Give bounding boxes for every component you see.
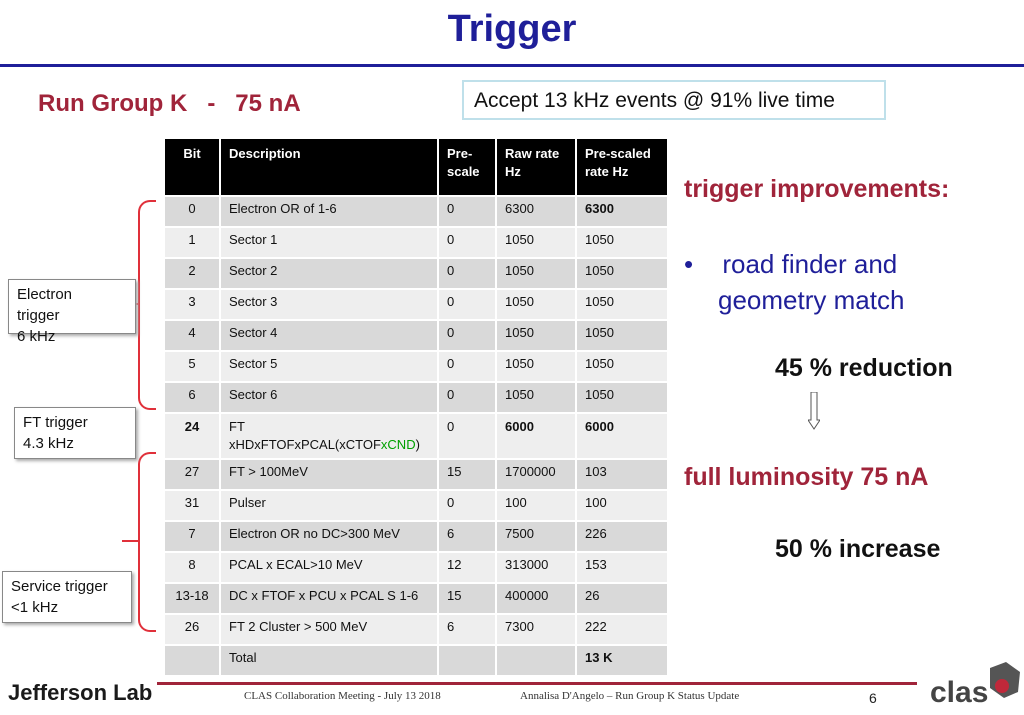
cell-raw-rate: 100 (496, 490, 576, 521)
cell-description: Pulser (220, 490, 438, 521)
cell-bit: 3 (164, 289, 220, 320)
cell-prescaled-rate: 1050 (576, 289, 668, 320)
cell-prescaled-rate: 222 (576, 614, 668, 645)
desc-line-1: FT (229, 419, 245, 434)
cell-prescaled-rate: 26 (576, 583, 668, 614)
cell-prescale: 15 (438, 459, 496, 490)
run-group-heading: Run Group K - 75 nA (38, 90, 301, 117)
luminosity-text: full luminosity 75 nA (684, 463, 929, 491)
electron-trigger-label (8, 279, 136, 345)
table-row (164, 490, 668, 521)
service-trigger-label (2, 571, 132, 623)
cell-prescale: 0 (438, 490, 496, 521)
table-row (164, 351, 668, 382)
bullet-symbol: • (684, 249, 694, 279)
cell-total-rate: 13 K (576, 645, 668, 676)
cell-prescale: 6 (438, 614, 496, 645)
cell-prescale: 0 (438, 351, 496, 382)
service-connector (122, 540, 138, 542)
cell-bit: 27 (164, 459, 220, 490)
cell-prescaled-rate: 1050 (576, 320, 668, 351)
bullet-line-2: geometry match (718, 285, 905, 315)
improvements-heading: trigger improvements: (684, 175, 950, 203)
desc-close-paren: ) (415, 437, 420, 452)
cell-description: Total (220, 645, 438, 676)
page-number: 6 (869, 690, 877, 706)
cell-description: FT 2 Cluster > 500 MeV (220, 614, 438, 645)
cell-description: Sector 2 (220, 258, 438, 289)
cell-bit: 2 (164, 258, 220, 289)
cell-prescaled-rate: 153 (576, 552, 668, 583)
cell-raw-rate: 6000 (496, 413, 576, 459)
table-row (164, 459, 668, 490)
cell-prescale: 0 (438, 382, 496, 413)
cell-description: Electron OR of 1-6 (220, 196, 438, 227)
cell-description: Sector 3 (220, 289, 438, 320)
cell-raw-rate: 7300 (496, 614, 576, 645)
trigger-table (163, 137, 669, 677)
cell-prescale: 0 (438, 227, 496, 258)
cell-prescale (438, 645, 496, 676)
jefferson-lab-text: Jefferson Lab (8, 680, 153, 705)
cell-description: Sector 1 (220, 227, 438, 258)
cell-bit: 0 (164, 196, 220, 227)
desc-cnd-highlight: xCND (380, 437, 416, 452)
footer-divider (157, 682, 917, 685)
cell-raw-rate: 7500 (496, 521, 576, 552)
cell-prescaled-rate: 103 (576, 459, 668, 490)
cell-raw-rate: 1050 (496, 258, 576, 289)
electron-trigger-brace (138, 200, 156, 410)
cell-prescale: 0 (438, 413, 496, 459)
ft-label-line1: FT trigger (23, 414, 88, 431)
cell-bit: 4 (164, 320, 220, 351)
cell-raw-rate: 1700000 (496, 459, 576, 490)
header-prescale: Pre- scale (438, 138, 496, 196)
electron-label-line2: trigger (17, 307, 60, 324)
header-raw-rate: Raw rate Hz (496, 138, 576, 196)
cell-description: Sector 6 (220, 382, 438, 413)
cell-prescaled-rate: 1050 (576, 227, 668, 258)
cell-raw-rate: 1050 (496, 382, 576, 413)
cell-description: Electron OR no DC>300 MeV (220, 521, 438, 552)
cell-bit: 26 (164, 614, 220, 645)
cell-bit: 5 (164, 351, 220, 382)
table-row (164, 382, 668, 413)
service-trigger-brace (138, 452, 156, 632)
cell-prescaled-rate: 226 (576, 521, 668, 552)
cell-bit: 7 (164, 521, 220, 552)
bullet-line-1: road finder and (722, 249, 898, 279)
cell-description: Sector 5 (220, 351, 438, 382)
increase-text: 50 % increase (775, 535, 941, 563)
cell-raw-rate: 6300 (496, 196, 576, 227)
cell-bit: 24 (164, 413, 220, 459)
cell-prescaled-rate: 6000 (576, 413, 668, 459)
jefferson-lab-logo (8, 680, 152, 706)
electron-label-line1: Electron (17, 286, 73, 303)
table-row (164, 196, 668, 227)
cell-prescaled-rate: 1050 (576, 382, 668, 413)
cell-bit: 1 (164, 227, 220, 258)
table-row (164, 614, 668, 645)
cell-description: Sector 4 (220, 320, 438, 351)
cell-raw-rate: 1050 (496, 289, 576, 320)
cell-description (220, 413, 438, 459)
cell-prescale: 0 (438, 320, 496, 351)
down-arrow-icon (808, 392, 820, 430)
table-row (164, 258, 668, 289)
table-row (164, 552, 668, 583)
desc-line-2: xHDxFTOFxPCAL(xCTOF (229, 437, 381, 452)
cell-raw-rate: 313000 (496, 552, 576, 583)
cell-raw-rate: 1050 (496, 227, 576, 258)
accept-rate-box: Accept 13 kHz events @ 91% live time (462, 80, 886, 120)
service-label-line1: Service trigger (11, 578, 108, 595)
table-total-row (164, 645, 668, 676)
cell-prescaled-rate: 1050 (576, 258, 668, 289)
electron-label-line3: 6 kHz (17, 328, 56, 345)
cell-description: DC x FTOF x PCU x PCAL S 1-6 (220, 583, 438, 614)
header-prescaled-rate: Pre-scaled rate Hz (576, 138, 668, 196)
cell-prescaled-rate: 1050 (576, 351, 668, 382)
cell-prescale: 6 (438, 521, 496, 552)
cell-prescaled-rate: 6300 (576, 196, 668, 227)
cell-description: PCAL x ECAL>10 MeV (220, 552, 438, 583)
title-divider (0, 64, 1024, 67)
service-label-line2: <1 kHz (11, 599, 59, 616)
header-bit: Bit (164, 138, 220, 196)
clas-logo (928, 662, 1022, 712)
footer-author: Annalisa D'Angelo – Run Group K Status Update (520, 690, 740, 702)
cell-raw-rate: 400000 (496, 583, 576, 614)
cell-bit: 6 (164, 382, 220, 413)
cell-bit (164, 645, 220, 676)
cell-bit: 13-18 (164, 583, 220, 614)
cell-bit: 8 (164, 552, 220, 583)
table-row (164, 289, 668, 320)
ft-label-line2: 4.3 kHz (23, 435, 74, 452)
table-row (164, 583, 668, 614)
table-header-row (164, 138, 668, 196)
bullet-item (684, 246, 904, 318)
cell-prescale: 12 (438, 552, 496, 583)
table-row (164, 227, 668, 258)
table-row (164, 320, 668, 351)
cell-prescale: 0 (438, 196, 496, 227)
slide-title: Trigger (447, 8, 577, 50)
cell-prescaled-rate: 100 (576, 490, 668, 521)
clas-logo-text: clas (930, 676, 989, 709)
cell-description: FT > 100MeV (220, 459, 438, 490)
cell-prescale: 0 (438, 258, 496, 289)
table-row (164, 521, 668, 552)
cell-prescale: 15 (438, 583, 496, 614)
cell-bit: 31 (164, 490, 220, 521)
ft-trigger-label (14, 407, 136, 459)
cell-raw-rate (496, 645, 576, 676)
cell-raw-rate: 1050 (496, 351, 576, 382)
reduction-text: 45 % reduction (775, 354, 953, 382)
header-description: Description (220, 138, 438, 196)
cell-prescale: 0 (438, 289, 496, 320)
cell-raw-rate: 1050 (496, 320, 576, 351)
footer-meeting: CLAS Collaboration Meeting - July 13 2018 (244, 690, 441, 702)
table-row (164, 413, 668, 459)
